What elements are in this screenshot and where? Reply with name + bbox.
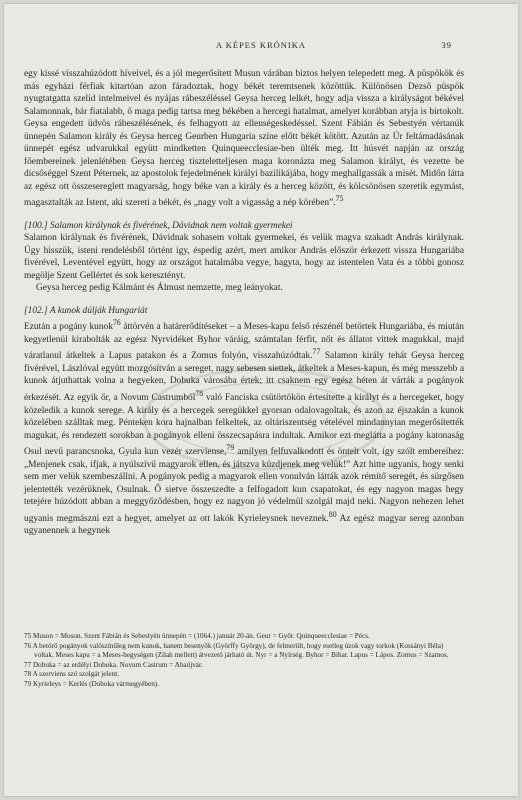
footnotes [24, 632, 464, 690]
paragraph-4 [24, 317, 464, 538]
footnote-ref-76: 76 [112, 318, 121, 328]
footnote-ref-80: 80 [328, 509, 337, 519]
paragraph-4-part-a: Ezután a pogány kunok [24, 322, 113, 333]
chapter-heading-102: [102.] A kunok dúlják Hungariát [24, 305, 148, 316]
paragraph-4-part-e: amilyen felfuvalkodott és öntelt volt, így szólt embereihez: „Menjenek csak, ifjak, a nyúlszívű magyarok ellen, és játszva küzdjenek meg velük!” Azt hitte ugyanis, hogy senki sem mer velük szembeszállni. A pogányok pedig a magyarok ellen vonulván látták azok rémítő seregét, és sürgősen jelentették vezérüknek, Osulnak. Ő sietve összeszedte a felfogadott kun csapatokat, és egy nagyon magas hegy tetejére húzódott abban a meggyőződésben, hogy ez nagyon jó védelmül szolgál majd neki. Nagyon nehezen lehet ugyanis megmászni ezt a hegyet, amelyet az ott lakók Kyrieleysnek neveznek. [24, 447, 464, 524]
paragraph-4-part-b: áttörvén a határerődítéseket – a Meses-kapu felső részénél betörtek Hungariába, és miután kegyetlenül kirabolták az egész Nyrvidéket Byhor váráig, számtalan férfit, nőt és állatot vittek magukkal, majd váratlanul átkeltek a Lapus patakon és a Zomus folyón, visszahúzódtak. [24, 322, 464, 362]
footnote-79: 79 Kyrieleys = Kerlés (Doboka vármegyében). [24, 679, 159, 688]
page-number: 39 [441, 40, 452, 50]
footnote-ref-78: 78 [195, 388, 204, 398]
footnote-78: 78 A szerviens szó szolgát jelent. [24, 670, 120, 679]
paragraph-2: Salamon királynak és fivérének, Dávidnak sohasem voltak gyermekei, és velük magva szakadt András királynak. Úgy hisszük, isteni rendelésből történt így, éspedig azért, mert amikor András először érkezett vissza Hungariába fivérével, Leventével együtt, hogy az országot hatalmába vegye, hagyta, hogy az istentelen Vata és a többi gonosz megölje Szent Gellértet és sok keresztényt. [24, 233, 464, 281]
paragraph-3: Geysa herceg pedig Kálmánt és Álmust nemzette, meg leányokat. [36, 283, 283, 294]
footnote-75: 75 Muson = Moson. Szent Fábián és Sebestyén ünnepén = (1064.) január 20-án. Geur = Győr. Quinqueecclesiae = Pécs. [24, 632, 370, 640]
footnote-ref-77: 77 [312, 347, 321, 357]
chapter-heading-100: [100.] Salamon királynak és fivérének, Dávidnak nem voltak gyermekei [24, 220, 293, 231]
paragraph-1-text: egy kissé visszahúzódott híveivel, és a jól megerősített Musun várában biztos helyen telepedett meg. A püspökök és más egyházi férfiak kitartóan azon fáradoztak, hogy békét teremtsenek közöttük. Különösen Dezső püspök nyugtatgatta szelíd intelmeivel és nyájas rábeszéléssel Geysa herceg lelkét, hogy adja vissza a királyságot békével Salamonnak, bár fiatalabb, ő maga pedig tartsa meg békében a hercegi hatalmat, amelyet korábban atyja is birtokolt. Geysa engedett üdvös rábeszélésének, és felhagyott az ellenségeskedéssel. Szent Fábián és Sebestyén vértanúk ünnepén Salamon király és Geysa herceg Geurben Hungaria színe előtt békét kötött. Azután az Úr feltámadásának ünnepét egész udvarukkal együtt mindketten Quinqueecclesiae-ben ülték meg. Itt húsvét napján az ország főembereinek jelenlétében Geysa herceg tiszteletteljesen maga koronázta meg Salamon királyt, és vezette be dicsőséggel Szent Péternek, az apostolok fejedelmének királyi bazilikájába, hogy meghallgassák a misét. Midőn látta az egész ott összesereglett magyarság, hogy béke van a király és a herceg között, és kölcsönösen szeretik egymást, magasztalták az Istent, aki szereti a békét, és „nagy volt a vigasság a nép körében”. [24, 69, 464, 209]
paragraph-4-part-c: Salamon király tehát Geysa herceg fivérével, Lászlóval együtt mozgósítván a sereget, nagy sebesen siettek, átkeltek a Meses-kapun, és még messzebb a kunok átjuthattak volna a hegyeken, Dobuka városába értek; itt csaknem egy egész héten át várták a pogányok érkezését. Az egyik őr, a Novum Castrumból [24, 351, 464, 403]
paragraph-4-part-f: Az egész magyar sereg azonban ugyanennek a hegynek [24, 513, 464, 537]
main-text [24, 68, 464, 538]
paragraph-4-part-d: való Fanciska csütörtökön értesítette a királyt és a hercegeket, hogy közeledik a kunok serege. A király és a hercegek seregükkel gyorsan odalovagoltak, és azon az éjszakán a kunok közelében szálltak meg. Pénteken kora hajnalban felkeltek, az oltáriszentség vételével mindannyian megerősítették magukat, és rendezett sorokban a pogányok elleni összecsapásra indultak. Amikor ezt meglátta a pogány katonaság Osul nevű parancsnoka, Gyula kun vezér szerviense, [24, 393, 465, 458]
book-page [4, 4, 518, 796]
running-title: A KÉPES KRÓNIKA [215, 40, 307, 50]
footnote-ref-79: 79 [226, 443, 235, 452]
footnote-ref-75: 75 [335, 194, 344, 203]
paragraph-1 [24, 68, 464, 210]
footnote-76: 76 A betörő pogányok valószínűleg nem kunok, hanem besenyők (Györffy György), de felmerült, hogy esetleg úzok vagy torkok (Kossányi Béla) voltak. Meses kapu = a Meses-hegységen (Zilah mellett) átvezető járható út. Nyr = a Nyírség. Byhor = Bihar. Lapus = Lápos. Zomus = Szamos. [24, 641, 449, 660]
footnote-77: 77 Dobuka = az erdélyi Doboka. Novum Castrum = Abaújvár. [24, 660, 203, 669]
